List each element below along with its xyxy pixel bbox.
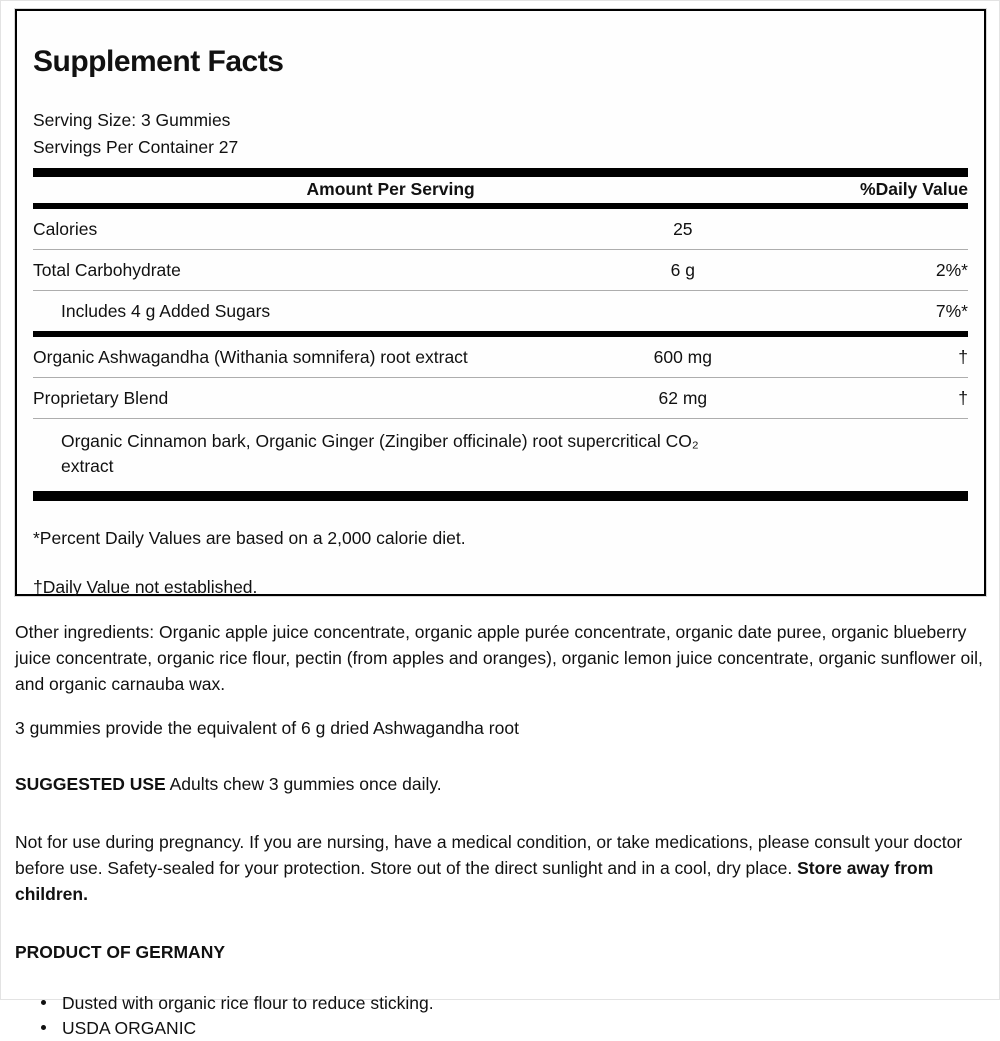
column-header-amount: Amount Per Serving [306, 179, 475, 199]
table-row-proprietary-blend [33, 378, 968, 419]
warning-text [15, 829, 990, 907]
table-row-total-carbohydrate [33, 250, 968, 291]
nutrient-name: Includes 4 g Added Sugars [61, 301, 271, 321]
suggested-use-label: SUGGESTED USE [15, 774, 166, 794]
supplement-facts-panel [15, 9, 986, 596]
divider-heavy-bottom [33, 491, 968, 501]
nutrient-name: Calories [33, 219, 98, 239]
table-row-calories [33, 209, 968, 250]
product-origin-text: PRODUCT OF GERMANY [15, 942, 225, 962]
nutrient-daily-value: † [958, 347, 968, 367]
nutrient-amount: 62 mg [658, 388, 708, 408]
nutrient-daily-value: 2%* [935, 260, 968, 280]
nutrient-name: Proprietary Blend [33, 388, 169, 408]
table-row-added-sugars [33, 291, 968, 331]
nutrient-name: Total Carbohydrate [33, 260, 181, 280]
panel-title: Supplement Facts [33, 45, 284, 78]
bullet-text: Dusted with organic rice flour to reduce sticking. [62, 993, 434, 1013]
nutrient-amount: 600 mg [653, 347, 712, 367]
equivalence-text: 3 gummies provide the equivalent of 6 g dried Ashwagandha root [15, 718, 519, 738]
other-ingredients-text: Other ingredients: Organic apple juice concentrate, organic apple purée concentrate, organic date puree, organic blueberry juice concentrate, organic rice flour, pectin (from apples and oranges), organic lemon juice concentrate, organic sunflower oil, and organic carnauba wax. [15, 622, 983, 694]
list-item [15, 1016, 990, 1041]
footnote-percent-daily-value: *Percent Daily Values are based on a 2,000 calorie diet. [33, 528, 466, 548]
label-info-section [15, 613, 990, 1041]
nutrient-daily-value: 7%* [935, 301, 968, 321]
nutrient-amount: 6 g [670, 260, 695, 280]
divider-heavy-top [33, 168, 968, 177]
nutrient-name: Organic Ashwagandha (Withania somnifera) root extract [33, 347, 468, 367]
suggested-use-text [15, 771, 990, 797]
feature-bullet-list [15, 991, 990, 1041]
warning-body: Not for use during pregnancy. If you are nursing, have a medical condition, or take medications, please consult your doctor before use. Safety-sealed for your protection. Store out of the direct sunlight and in a cool, dry place. [15, 832, 963, 878]
bullet-icon [41, 1025, 46, 1030]
table-row-ashwagandha [33, 337, 968, 378]
column-header-daily-value: %Daily Value [860, 179, 968, 199]
suggested-use-body: Adults chew 3 gummies once daily. [165, 774, 442, 794]
nutrient-amount: 25 [673, 219, 693, 239]
serving-size: Serving Size: 3 Gummies [33, 110, 231, 130]
serving-info [33, 107, 968, 161]
list-item [15, 991, 990, 1016]
servings-per-container: Servings Per Container 27 [33, 137, 239, 157]
nutrient-daily-value: † [958, 388, 968, 408]
bullet-text: USDA ORGANIC [62, 1018, 197, 1038]
footnote-daily-value-not-established: †Daily Value not established. [33, 577, 258, 597]
warning-bold-text: Store away from children. [15, 858, 934, 904]
column-header-row [33, 177, 968, 203]
proprietary-blend-description: Organic Cinnamon bark, Organic Ginger (Zingiber officinale) root supercritical CO₂ extract [61, 431, 699, 476]
bullet-icon [41, 1000, 46, 1005]
